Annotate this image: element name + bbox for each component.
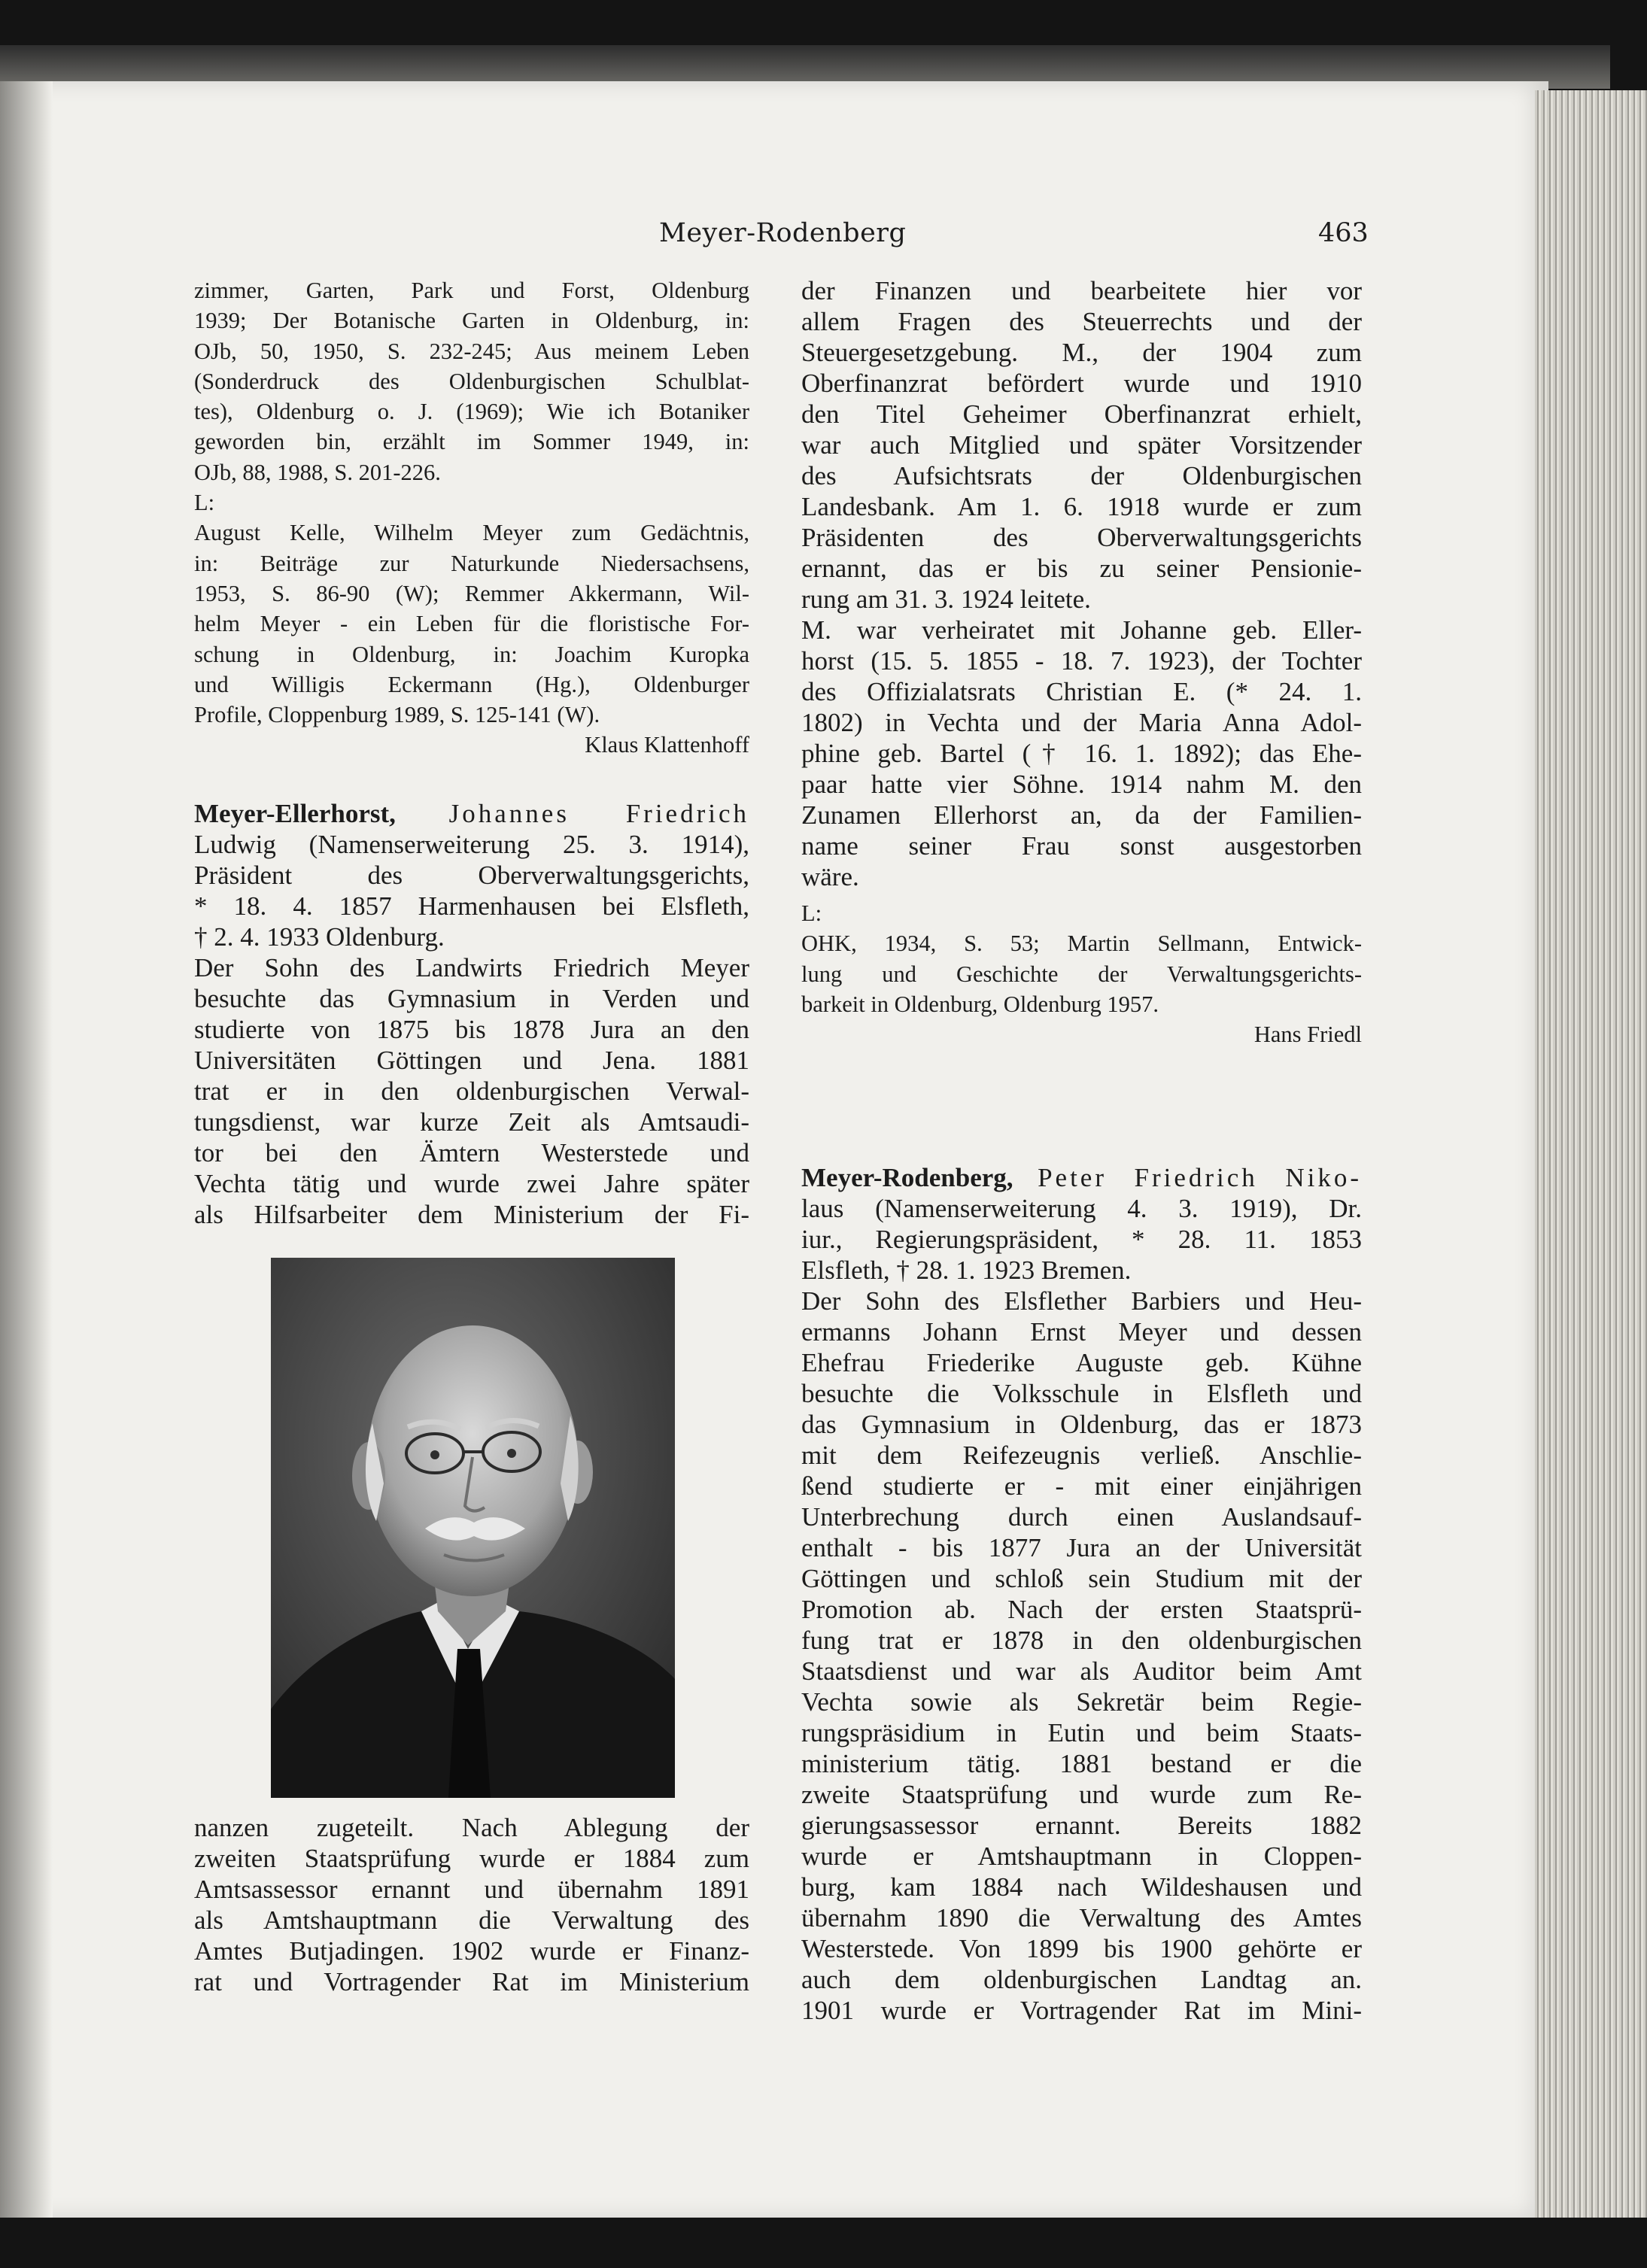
body-line: burg, kam 1884 nach Wildeshausen und [801,1872,1362,1902]
running-title: Meyer-Rodenberg [659,218,907,248]
entry-meyer-rodenberg [801,1162,1362,2026]
ref-line: zimmer, Garten, Park und Forst, Oldenburg [194,278,749,303]
page-number: 463 [1318,218,1369,248]
entry-line: Präsident des Oberverwaltungsgerichts, [194,860,749,890]
body-line: Landesbank. Am 1. 6. 1918 wurde er zum [801,492,1362,521]
body-line: horst (15. 5. 1855 - 18. 7. 1923), der Tochter [801,646,1362,676]
literature-block-right [801,898,1362,1049]
body-line: Amtsassessor ernannt und übernahm 1891 [194,1874,749,1904]
body-line: Ehefrau Friederike Auguste geb. Kühne [801,1348,1362,1378]
body-line: Promotion ab. Nach der ersten Staatsprü- [801,1595,1362,1625]
literature-line: schung in Oldenburg, in: Joachim Kuropka [194,641,749,667]
entry-line: iur., Regierungspräsident, * 28. 11. 1853 [801,1225,1362,1255]
literature-label: L: [801,900,822,926]
body-line: Vechta tätig und wurde zwei Jahre später [194,1168,749,1198]
entry-line: † 2. 4. 1933 Oldenburg. [194,921,445,952]
literature-line: August Kelle, Wilhelm Meyer zum Gedächtnis, [194,520,749,546]
body-line: Steuergesetzgebung. M., der 1904 zum [801,338,1362,367]
body-line: 1802) in Vechta und der Maria Anna Adol- [801,708,1362,737]
body-line: war auch Mitglied und später Vorsitzender [801,430,1362,460]
body-line: rungspräsidium in Eutin und beim Staats- [801,1718,1362,1748]
book-binding-shadow [0,81,53,2218]
portrait-photo-image [271,1258,675,1798]
body-line: den Titel Geheimer Oberfinanzrat erhielt, [801,399,1362,429]
body-line: 1901 wurde er Vortragender Rat im Mini- [801,1996,1362,2026]
body-line: Vechta sowie als Sekretär beim Regie- [801,1687,1362,1717]
body-line: Amtes Butjadingen. 1902 wurde er Finanz- [194,1936,749,1966]
ref-line: tes), Oldenburg o. J. (1969); Wie ich Botaniker [194,399,749,425]
body-line: gierungsassessor ernannt. Bereits 1882 [801,1811,1362,1841]
body-line: Unterbrechung durch einen Auslandsauf- [801,1502,1362,1532]
entry-continuation-right [801,275,1362,892]
body-line: des Aufsichtsrats der Oldenburgischen [801,461,1362,490]
body-line: als Amtshauptmann die Verwaltung des [194,1905,749,1935]
body-line: ministerium tätig. 1881 bestand er die [801,1749,1362,1779]
body-line: Der Sohn des Elsflether Barbiers und Heu- [801,1286,1362,1316]
entry-heading [194,798,749,829]
body-line: ermanns Johann Ernst Meyer und dessen [801,1317,1362,1347]
body-line: Göttingen und schloß sein Studium mit der [801,1564,1362,1594]
ref-line: OJb, 50, 1950, S. 232-245; Aus meinem Leben [194,338,749,364]
entry-name: Meyer-Rodenberg, [801,1163,1013,1193]
entry-name: Meyer-Ellerhorst, [194,798,396,828]
literature-line: barkeit in Oldenburg, Oldenburg 1957. [801,991,1159,1017]
entry-heading [801,1162,1362,1193]
body-line: nanzen zugeteilt. Nach Ablegung der [194,1812,749,1842]
portrait-photo [271,1258,675,1798]
body-line: übernahm 1890 die Verwaltung des Amtes [801,1903,1362,1933]
literature-label: L: [194,490,215,516]
body-line: Universitäten Göttingen und Jena. 1881 [194,1045,749,1075]
body-line: ernannt, das er bis zu seiner Pensionie- [801,554,1362,583]
reference-block [194,275,749,761]
entry-given-names: Peter Friedrich Niko- [1038,1163,1362,1193]
body-line: der Finanzen und bearbeitete hier vor [801,276,1362,305]
body-line: das Gymnasium in Oldenburg, das er 1873 [801,1410,1362,1440]
literature-line: Profile, Cloppenburg 1989, S. 125-141 (W). [194,702,600,728]
body-line: Präsidenten des Oberverwaltungsgerichts [801,523,1362,552]
body-line: tor bei den Ämtern Westerstede und [194,1137,749,1167]
ref-line: (Sonderdruck des Oldenburgischen Schulblat- [194,368,749,394]
body-line: Staatsdienst und war als Auditor beim Amt [801,1656,1362,1687]
body-line: besuchte das Gymnasium in Verden und [194,983,749,1013]
literature-line: OHK, 1934, S. 53; Martin Sellmann, Entwick- [801,931,1362,957]
entry-meyer-ellerhorst [194,798,749,1230]
body-line: wäre. [801,862,859,891]
body-line: Der Sohn des Landwirts Friedrich Meyer [194,952,749,982]
ref-line: geworden bin, erzählt im Sommer 1949, in: [194,429,749,455]
ref-line: OJb, 88, 1988, S. 201-226. [194,459,441,485]
entry-line: * 18. 4. 1857 Harmenhausen bei Elsfleth, [194,891,749,921]
body-line: studierte von 1875 bis 1878 Jura an den [194,1014,749,1044]
ref-line: 1939; Der Botanische Garten in Oldenburg, in: [194,308,749,334]
entry-line: laus (Namenserweiterung 4. 3. 1919), Dr. [801,1194,1362,1224]
body-line: tungsdienst, war kurze Zeit als Amtsaudi- [194,1107,749,1137]
body-line: allem Fragen des Steuerrechts und der [801,307,1362,336]
body-line: name seiner Frau sonst ausgestorben [801,831,1362,861]
body-line: rat und Vortragender Rat im Ministerium [194,1966,749,1996]
right-column [801,275,1362,2026]
body-line: M. war verheiratet mit Johanne geb. Eller- [801,615,1362,645]
body-line: Zunamen Ellerhorst an, da der Familien- [801,800,1362,830]
body-line: Oberfinanzrat befördert wurde und 1910 [801,369,1362,398]
body-line: als Hilfsarbeiter dem Ministerium der Fi- [194,1199,749,1229]
body-line: enthalt - bis 1877 Jura an der Universität [801,1533,1362,1563]
body-line: fung trat er 1878 in den oldenburgischen [801,1626,1362,1656]
literature-line: lung und Geschichte der Verwaltungsgerichts- [801,961,1362,987]
author-signature: Hans Friedl [1253,1022,1362,1048]
body-line: Westerstede. Von 1899 bis 1900 gehörte er [801,1934,1362,1964]
body-line: des Offizialatsrats Christian E. (* 24. 1. [801,677,1362,706]
body-line: trat er in den oldenburgischen Verwal- [194,1076,749,1106]
body-line: phine geb. Bartel († 16. 1. 1892); das Ehe- [801,739,1362,768]
body-line: wurde er Amtshauptmann in Cloppen- [801,1841,1362,1872]
entry-continuation [194,1812,749,1997]
body-line: rung am 31. 3. 1924 leitete. [801,584,1091,614]
entry-line: Elsfleth, † 28. 1. 1923 Bremen. [801,1255,1132,1286]
body-line: besuchte die Volksschule in Elsfleth und [801,1379,1362,1409]
literature-line: 1953, S. 86-90 (W); Remmer Akkermann, Wil- [194,580,749,606]
literature-line: in: Beiträge zur Naturkunde Niedersachsens, [194,550,749,576]
literature-line: helm Meyer - ein Leben für die floristische For- [194,611,749,637]
body-line: mit dem Reifezeugnis verließ. Anschlie- [801,1441,1362,1471]
body-line: ßend studierte er - mit einer einjährigen [801,1471,1362,1501]
body-line: zweiten Staatsprüfung wurde er 1884 zum [194,1843,749,1873]
literature-line: und Willigis Eckermann (Hg.), Oldenburger [194,671,749,697]
body-line: zweite Staatsprüfung und wurde zum Re- [801,1780,1362,1810]
author-signature: Klaus Klattenhoff [585,732,749,758]
body-line: auch dem oldenburgischen Landtag an. [801,1965,1362,1995]
body-line: paar hatte vier Söhne. 1914 nahm M. den [801,770,1362,799]
book-page-edges [1535,90,1647,2218]
entry-given-names: Johannes Friedrich [448,798,749,828]
entry-line: Ludwig (Namenserweiterung 25. 3. 1914), [194,829,749,859]
